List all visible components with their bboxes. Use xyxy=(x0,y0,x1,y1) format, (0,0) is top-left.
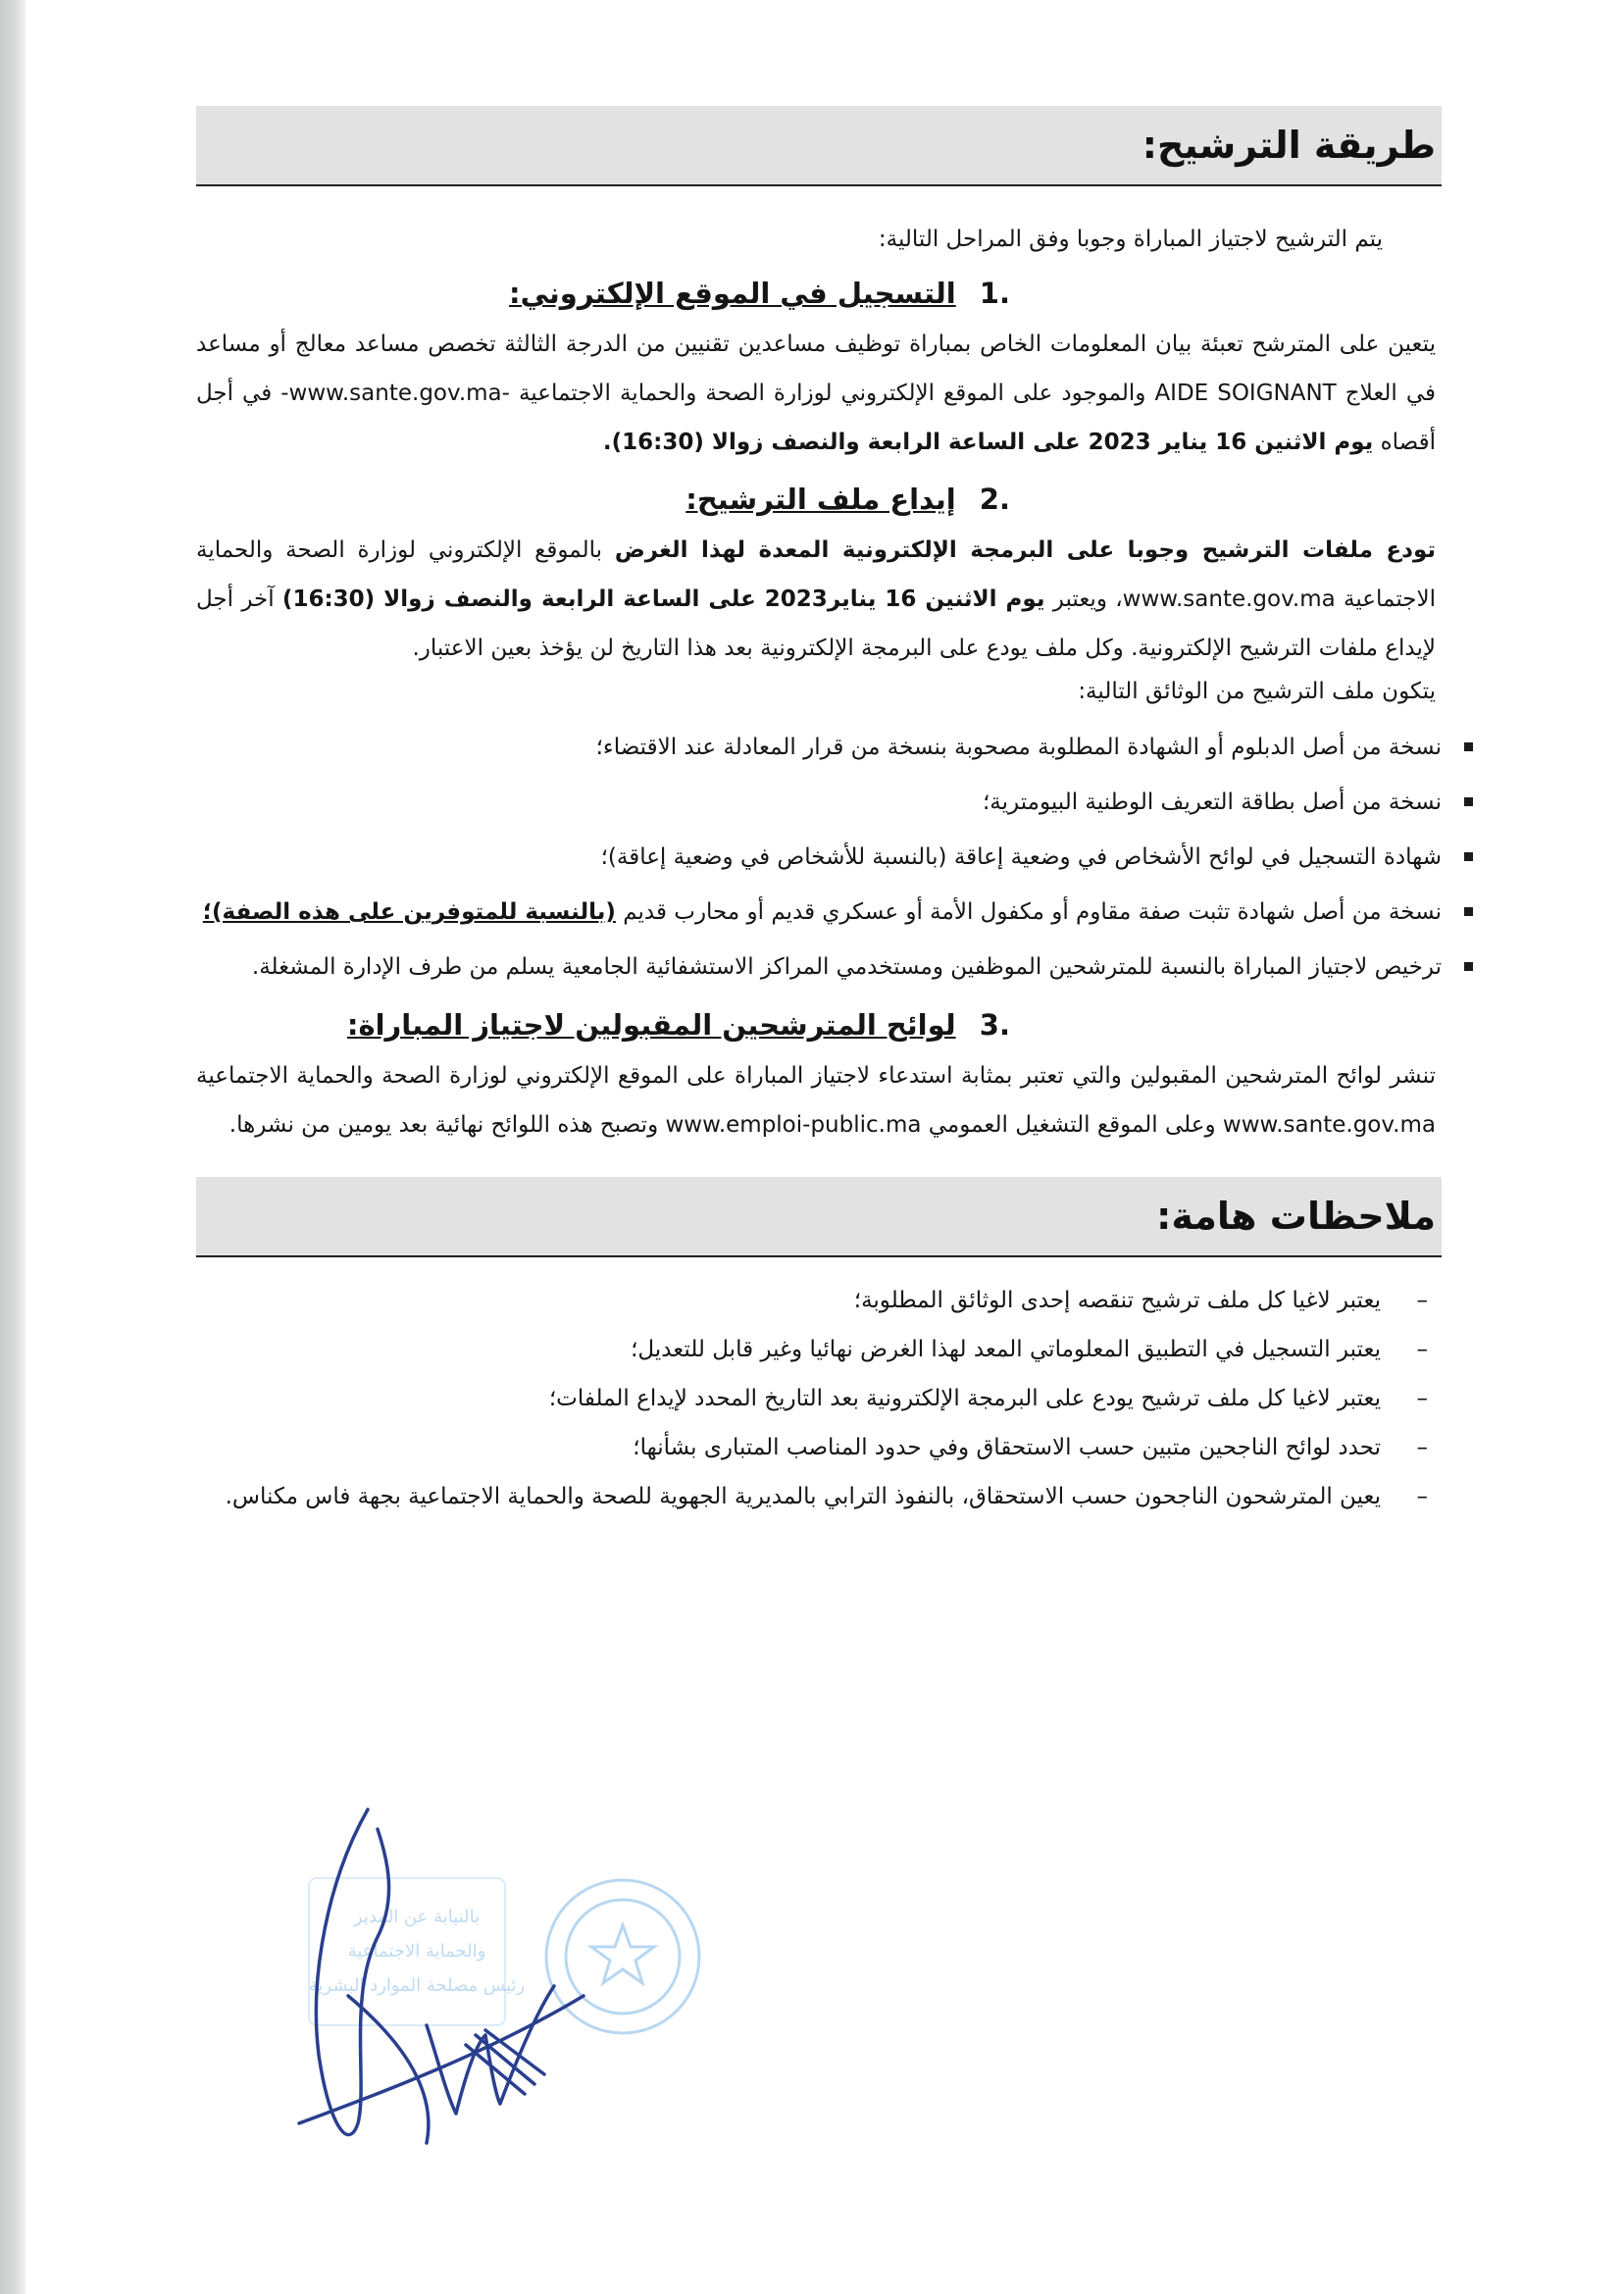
intro-text: يتم الترشيح لاجتياز المباراة وجوبا وفق المراحل التالية: xyxy=(878,227,1383,252)
step-2-text-3: آخر أجل لإيداع ملفات الترشيح الإلكترونية. وكل ملف يودع على البرمجة الإلكترونية بعد هذا التاريخ لن يؤخذ بعين الاعتبار. xyxy=(196,586,1436,661)
step-2-title xyxy=(196,473,1442,526)
document-item xyxy=(196,889,1461,936)
step-1-title-text: التسجيل في الموقع الإلكتروني: xyxy=(508,277,956,310)
important-notes-list xyxy=(196,1279,1442,1518)
document-item xyxy=(196,779,1461,826)
document-text: نسخة من أصل شهادة تثبت صفة مقاوم أو مكفول الأمة أو عسكري قديم أو محارب قديم xyxy=(615,899,1442,925)
stamp-and-signature xyxy=(289,1800,740,2172)
section-title-application-method: طريقة الترشيح: xyxy=(196,106,1442,186)
step-2-text-2: ، ويعتبر xyxy=(1044,586,1123,612)
required-documents-list xyxy=(196,724,1442,991)
note-text: يعتبر لاغيا كل ملف ترشيح يودع على البرمجة الإلكترونية بعد التاريخ المحدد لإيداع الملفات؛ xyxy=(548,1386,1381,1411)
bullet-square-icon xyxy=(1464,852,1473,861)
bullet-square-icon xyxy=(1464,907,1473,916)
dash-bullet: – xyxy=(1416,1337,1428,1362)
document-text: ترخيص لاجتياز المباراة بالنسبة للمترشحين الموظفين ومستخدمي المراكز الاستشفائية الجامعية يسلم من طرف الإدارة المشغلة. xyxy=(251,954,1442,980)
step-2-deadline: يوم الاثنين 16 يناير2023 على الساعة الرابعة والنصف زوالا (16:30) xyxy=(281,586,1045,612)
step-2-title-text: إيداع ملف الترشيح: xyxy=(685,483,956,516)
section-title-important-notes: ملاحظات هامة: xyxy=(196,1177,1442,1257)
bullet-square-icon xyxy=(1464,797,1473,806)
document-item xyxy=(196,943,1461,991)
step-3-paragraph xyxy=(196,1051,1436,1149)
document-text: نسخة من أصل بطاقة التعريف الوطنية البيومترية؛ xyxy=(982,790,1442,815)
dash-bullet: – xyxy=(1416,1288,1428,1313)
bullet-square-icon xyxy=(1464,962,1473,971)
note-text: تحدد لوائح الناجحين متبين حسب الاستحقاق وفي حدود المناصب المتبارى بشأنها؛ xyxy=(633,1435,1381,1460)
step-1-text-2: في أجل أقصاه xyxy=(196,381,1436,455)
step-1-paragraph xyxy=(196,320,1436,467)
step-2-text: بالموقع الإلكتروني لوزارة الصحة والحماية الاجتماعية xyxy=(196,537,1436,612)
step-2-paragraph xyxy=(196,526,1436,673)
step-3-text-2: وعلى الموقع التشغيل العمومي xyxy=(921,1112,1223,1138)
note-text: يعتبر لاغيا كل ملف ترشيح تنقصه إحدى الوثائق المطلوبة؛ xyxy=(853,1288,1381,1313)
step-1-site-link: -www.sante.gov.ma- xyxy=(280,381,510,406)
document-text: شهادة التسجيل في لوائح الأشخاص في وضعية إعاقة (بالنسبة للأشخاص في وضعية إعاقة)؛ xyxy=(600,844,1442,870)
note-item xyxy=(196,1328,1442,1371)
bullet-square-icon xyxy=(1464,742,1473,751)
document-text: نسخة من أصل الدبلوم أو الشهادة المطلوبة مصحوبة بنسخة من قرار المعادلة عند الاقتضاء؛ xyxy=(595,735,1442,760)
note-item xyxy=(196,1279,1442,1322)
step-1-number: .1 xyxy=(979,277,1010,310)
step-3-number: .3 xyxy=(979,1008,1010,1042)
step-2-number: .2 xyxy=(979,483,1010,516)
note-item xyxy=(196,1377,1442,1420)
stamp-line-1: بالنيابة عن المدير xyxy=(353,1907,481,1927)
document-note: (بالنسبة للمتوفرين على هذه الصفة)؛ xyxy=(202,899,616,925)
dash-bullet: – xyxy=(1416,1386,1428,1411)
stamp-line-3: رئيس مصلحة الموارد البشرية xyxy=(308,1975,526,1996)
note-text: يعين المترشحون الناجحون حسب الاستحقاق، بالنفوذ الترابي بالمديرية الجهوية للصحة والحماية الاجتماعية بجهة فاس مكناس. xyxy=(225,1484,1381,1509)
document-item xyxy=(196,724,1461,771)
note-text: يعتبر التسجيل في التطبيق المعلوماتي المعد لهذا الغرض نهائيا وغير قابل للتعديل؛ xyxy=(631,1337,1381,1362)
dash-bullet: – xyxy=(1416,1484,1428,1509)
step-1-deadline: يوم الاثنين 16 يناير 2023 على الساعة الرابعة والنصف زوالا (16:30). xyxy=(602,430,1374,455)
step-3-title-text: لوائح المترشحين المقبولين لاجتياز المباراة: xyxy=(346,1008,956,1042)
step-3-site-link: www.sante.gov.ma xyxy=(1222,1112,1436,1138)
step-2-bold-lead: تودع ملفات الترشيح وجوبا على البرمجة الإلكترونية المعدة لهذا الغرض xyxy=(614,537,1436,563)
step-2-site-link: www.sante.gov.ma xyxy=(1122,586,1336,612)
documents-intro: يتكون ملف الترشيح من الوثائق التالية: xyxy=(1078,679,1436,704)
document-item xyxy=(196,834,1461,881)
note-item xyxy=(196,1426,1442,1469)
step-3-text: تنشر لوائح المترشحين المقبولين والتي تعتبر بمثابة استدعاء لاجتياز المباراة على الموقع الإلكتروني لوزارة الصحة والحماية الاجتماعية xyxy=(196,1063,1436,1089)
official-stamp-icon xyxy=(289,1800,740,2172)
step-3-title xyxy=(196,998,1442,1051)
step-3-site-link-2: www.emploi-public.ma xyxy=(665,1112,922,1138)
step-3-text-3: وتصبح هذه اللوائح نهائية بعد يومين من نشرها. xyxy=(228,1112,666,1138)
dash-bullet: – xyxy=(1416,1435,1428,1460)
stamp-line-2: والحماية الاجتماعية xyxy=(347,1941,486,1962)
scan-edge xyxy=(0,0,25,2294)
document-page xyxy=(196,106,1442,1524)
note-item xyxy=(196,1475,1442,1518)
step-1-text: يتعين على المترشح تعبئة بيان المعلومات الخاص بمباراة توظيف مساعدين تقنيين من الدرجة الثالثة تخصص مساعد معالج أو مساعد في العلاج AIDE SOIGNANT والموجود على الموقع الإلكتروني لوزارة الصحة والحماية الاجتماعية xyxy=(196,331,1437,406)
step-1-title xyxy=(196,267,1442,320)
